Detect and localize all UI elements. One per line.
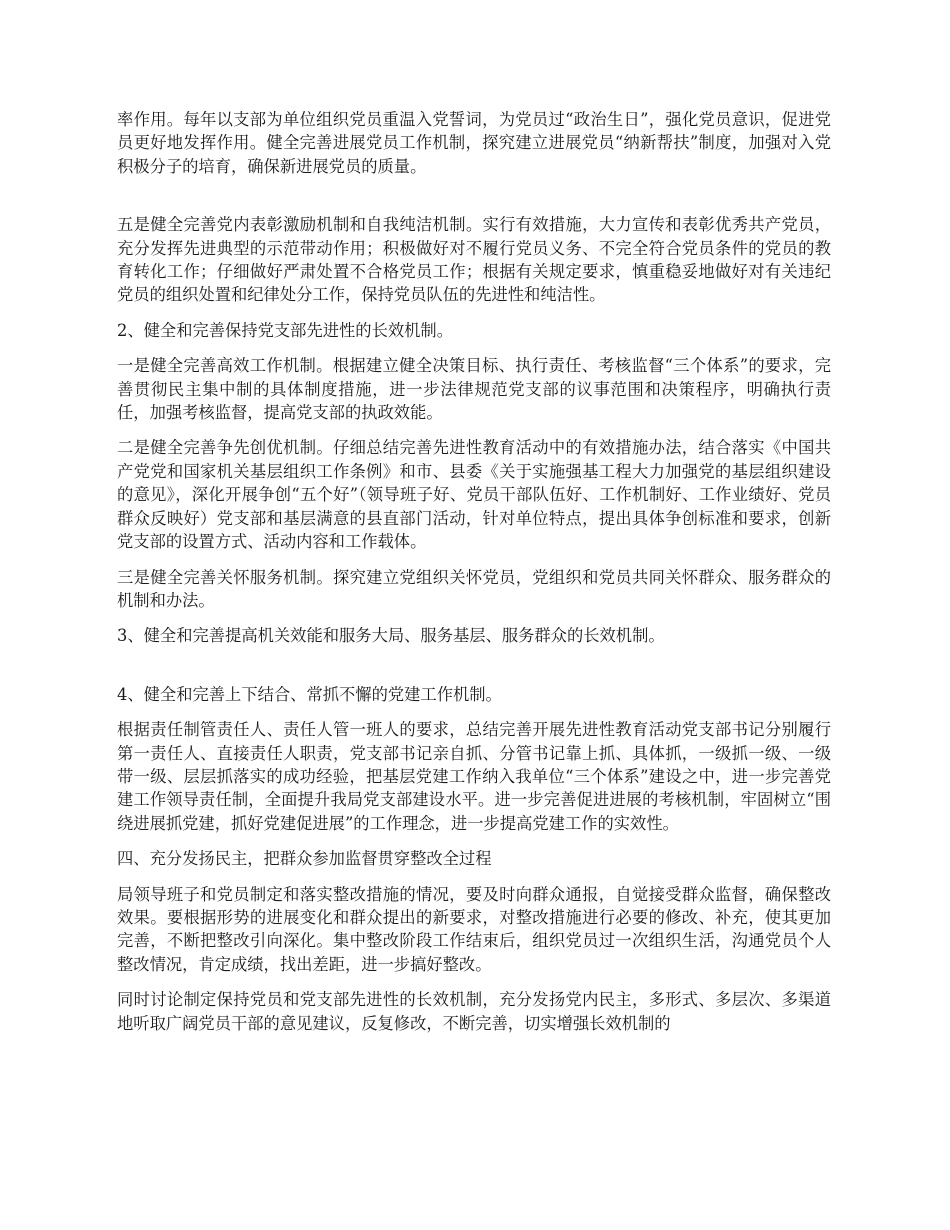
paragraph-excellence-mechanism: 二是健全完善争先创优机制。仔细总结完善先进性教育活动中的有效措施办法，结合落实《中国共产党党和国家机关基层组织工作条例》和市、县委《关于实施强基工程大力加强党的基层组织建设的意见》，深化开展争创“五个好”（领导班子好、党员干部队伍好、工作机制好、工作业绩好、党员群众反映好）党支部和基层满意的县直部门活动，针对单位特点，提出具体争创标准和要求，创新党支部的设置方式、活动内容和工作载体。 xyxy=(117,438,831,552)
paragraph-responsibility-system: 根据责任制管责任人、责任人管一班人的要求，总结完善开展先进性教育活动党支部书记分别履行第一责任人、直接责任人职责，党支部书记亲自抓、分管书记靠上抓、具体抓，一级抓一级、一级带一级、层层抓落实的成功经验，把基层党建工作纳入我单位“三个体系”建设之中，进一步完善党建工作领导责任制，全面提升我局党支部建设水平。进一步完善促进进展的考核机制，牢固树立“围绕进展抓党建，抓好党建促进展”的工作理念，进一步提高党建工作的实效性。 xyxy=(117,720,831,833)
paragraph-rectification-reporting: 局领导班子和党员制定和落实整改措施的情况，要及时向群众通报，自觉接受群众监督，确保整改效果。要根据形势的进展变化和群众提出的新要求，对整改措施进行必要的修改、补充，使其更加完善，不断把整改引向深化。集中整改阶段工作结束后，组织党员过一次组织生活，沟通党员个人整改情况，肯定成绩，找出差距，进一步搞好整改。 xyxy=(117,884,831,974)
heading-democracy-supervision: 四、充分发扬民主，把群众参加监督贯穿整改全过程 xyxy=(117,849,492,869)
paragraph-care-service-mechanism: 三是健全完善关怀服务机制。探究建立党组织关怀党员，党组织和党员共同关怀群众、服务群众的机制和办法。 xyxy=(117,567,831,610)
document-page xyxy=(117,108,831,1047)
paragraph-commendation-mechanism: 五是健全完善党内表彰激励机制和自我纯洁机制。实行有效措施，大力宣传和表彰优秀共产党员，充分发挥先进典型的示范带动作用；积极做好对不履行党员义务、不完全符合党员条件的党员的教育转化工作；仔细做好严肃处置不合格党员工作；根据有关规定要求，慎重稳妥地做好对有关违纪党员的组织处置和纪律处分工作，保持党员队伍的先进性和纯洁性。 xyxy=(117,215,831,305)
heading-party-building-mechanism: 4、健全和完善上下结合、常抓不懈的党建工作机制。 xyxy=(117,684,502,704)
heading-branch-advancement: 2、健全和完善保持党支部先进性的长效机制。 xyxy=(117,320,453,340)
paragraph-long-term-mechanism: 同时讨论制定保持党员和党支部先进性的长效机制，充分发扬党内民主，多形式、多层次、多渠道地听取广阔党员干部的意见建议，反复修改，不断完善，切实增强长效机制的 xyxy=(117,990,831,1033)
paragraph-party-member-role: 率作用。每年以支部为单位组织党员重温入党誓词，为党员过“政治生日”，强化党员意识，促进党员更好地发挥作用。健全完善进展党员工作机制，探究建立进展党员“纳新帮扶”制度，加强对入党积极分子的培育，确保新进展党员的质量。 xyxy=(117,110,831,176)
paragraph-efficient-work-mechanism: 一是健全完善高效工作机制。根据建立健全决策目标、执行责任、考核监督“三个体系”的要求，完善贯彻民主集中制的具体制度措施，进一步法律规范党支部的议事范围和决策程序，明确执行责任，加强考核监督，提高党支部的执政效能。 xyxy=(117,356,831,423)
heading-efficiency-service: 3、健全和完善提高机关效能和服务大局、服务基层、服务群众的长效机制。 xyxy=(117,626,665,646)
